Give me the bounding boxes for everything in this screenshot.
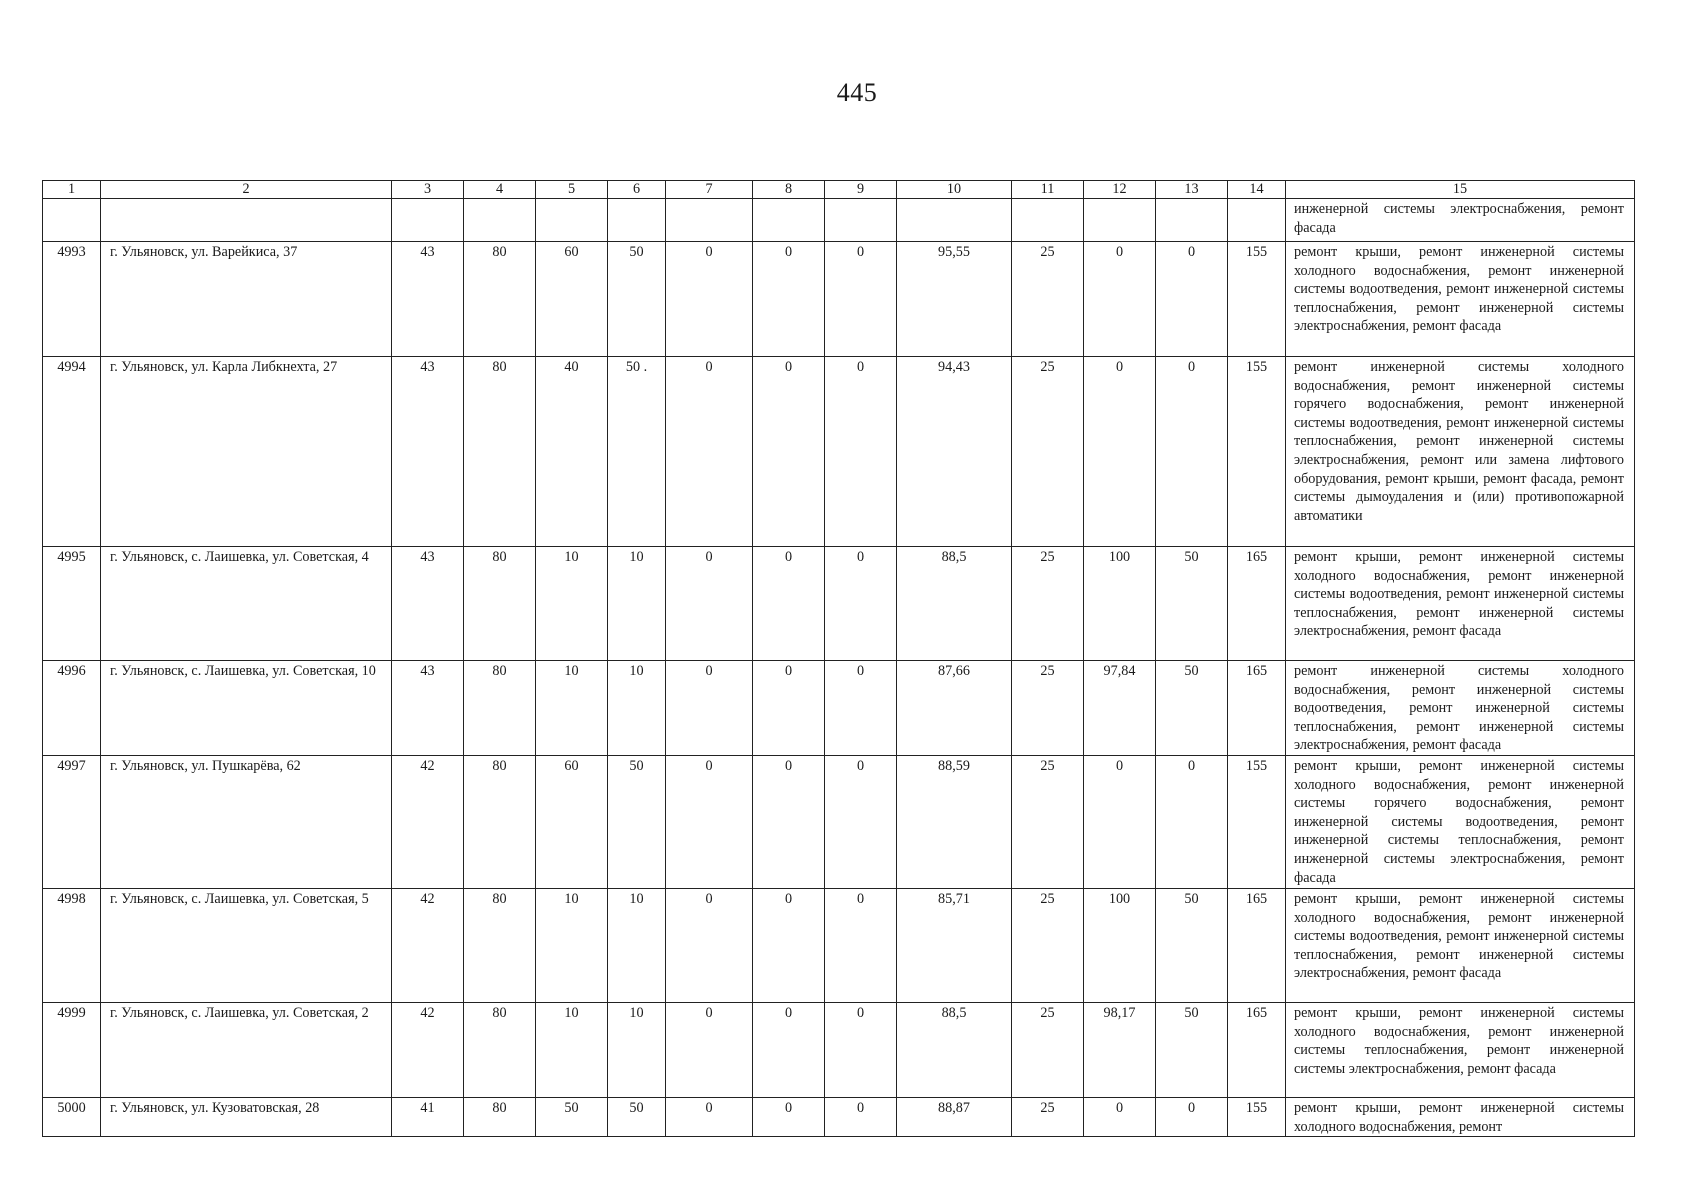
cell-col4: 80	[464, 661, 536, 756]
record-id: 4998	[43, 889, 101, 1003]
empty-cell	[608, 199, 666, 242]
cell-col4: 80	[464, 1098, 536, 1137]
empty-cell	[666, 199, 753, 242]
cell-col10: 87,66	[897, 661, 1012, 756]
work-list: ремонт инженерной системы холодного водоснабжения, ремонт инженерной системы водоотведения, ремонт инженерной системы теплоснабжения, ремонт инженерной системы электроснабжения, ремонт фасада	[1286, 661, 1635, 756]
cell-col6: 10	[608, 889, 666, 1003]
empty-cell	[1084, 199, 1156, 242]
cell-col11: 25	[1012, 1098, 1084, 1137]
cell-col3: 42	[392, 1003, 464, 1098]
cell-col12: 100	[1084, 889, 1156, 1003]
cell-col5: 60	[536, 242, 608, 357]
record-id: 4999	[43, 1003, 101, 1098]
column-number: 2	[101, 181, 392, 199]
cell-col10: 95,55	[897, 242, 1012, 357]
cell-col13: 0	[1156, 242, 1228, 357]
cell-col7: 0	[666, 357, 753, 547]
cell-col7: 0	[666, 547, 753, 661]
cell-col11: 25	[1012, 357, 1084, 547]
address: г. Ульяновск, с. Лаишевка, ул. Советская, 4	[101, 547, 392, 661]
cell-col4: 80	[464, 357, 536, 547]
address: г. Ульяновск, ул. Варейкиса, 37	[101, 242, 392, 357]
empty-cell	[1228, 199, 1286, 242]
table-row	[43, 1003, 1635, 1098]
continuation-row	[43, 199, 1635, 242]
empty-cell	[101, 199, 392, 242]
cell-col8: 0	[753, 1098, 825, 1137]
cell-col3: 41	[392, 1098, 464, 1137]
column-number: 9	[825, 181, 897, 199]
cell-col14: 165	[1228, 661, 1286, 756]
cell-col10: 88,5	[897, 547, 1012, 661]
column-number: 13	[1156, 181, 1228, 199]
empty-cell	[464, 199, 536, 242]
cell-col8: 0	[753, 756, 825, 889]
cell-col9: 0	[825, 242, 897, 357]
cell-col5: 10	[536, 889, 608, 1003]
empty-cell	[897, 199, 1012, 242]
cell-col6: 50	[608, 242, 666, 357]
table-row	[43, 889, 1635, 1003]
cell-col3: 43	[392, 357, 464, 547]
cell-col10: 85,71	[897, 889, 1012, 1003]
cell-col11: 25	[1012, 242, 1084, 357]
cell-col6: 10	[608, 547, 666, 661]
work-list: ремонт крыши, ремонт инженерной системы холодного водоснабжения, ремонт	[1286, 1098, 1635, 1137]
cell-col10: 88,87	[897, 1098, 1012, 1137]
record-id: 5000	[43, 1098, 101, 1137]
address: г. Ульяновск, ул. Карла Либкнехта, 27	[101, 357, 392, 547]
cell-col12: 0	[1084, 242, 1156, 357]
repair-register-table	[42, 180, 1635, 1137]
table-row	[43, 1098, 1635, 1137]
cell-col4: 80	[464, 756, 536, 889]
cell-col6: 10	[608, 661, 666, 756]
cell-col10: 88,5	[897, 1003, 1012, 1098]
work-list: ремонт крыши, ремонт инженерной системы холодного водоснабжения, ремонт инженерной системы теплоснабжения, ремонт инженерной системы электроснабжения, ремонт фасада	[1286, 1003, 1635, 1098]
record-id: 4997	[43, 756, 101, 889]
cell-col10: 94,43	[897, 357, 1012, 547]
cell-col5: 10	[536, 661, 608, 756]
column-number: 14	[1228, 181, 1286, 199]
cell-col11: 25	[1012, 756, 1084, 889]
cell-col12: 0	[1084, 756, 1156, 889]
table-row	[43, 242, 1635, 357]
cell-col9: 0	[825, 547, 897, 661]
cell-col12: 0	[1084, 1098, 1156, 1137]
work-list: ремонт крыши, ремонт инженерной системы холодного водоснабжения, ремонт инженерной системы водоотведения, ремонт инженерной системы теплоснабжения, ремонт инженерной системы электроснабжения, ремонт фасада	[1286, 889, 1635, 1003]
cell-col4: 80	[464, 1003, 536, 1098]
empty-cell	[753, 199, 825, 242]
cell-col9: 0	[825, 1098, 897, 1137]
cell-col6: 50 .	[608, 357, 666, 547]
cell-col6: 50	[608, 1098, 666, 1137]
table-row	[43, 661, 1635, 756]
column-number-row	[43, 181, 1635, 199]
cell-col12: 100	[1084, 547, 1156, 661]
column-number: 6	[608, 181, 666, 199]
record-id: 4993	[43, 242, 101, 357]
address: г. Ульяновск, с. Лаишевка, ул. Советская, 10	[101, 661, 392, 756]
cell-col14: 165	[1228, 889, 1286, 1003]
cell-col9: 0	[825, 1003, 897, 1098]
address: г. Ульяновск, с. Лаишевка, ул. Советская, 5	[101, 889, 392, 1003]
column-number: 15	[1286, 181, 1635, 199]
cell-col8: 0	[753, 547, 825, 661]
cell-col3: 43	[392, 547, 464, 661]
cell-col3: 42	[392, 756, 464, 889]
cell-col5: 60	[536, 756, 608, 889]
cell-col7: 0	[666, 661, 753, 756]
cell-col14: 155	[1228, 756, 1286, 889]
cell-col12: 97,84	[1084, 661, 1156, 756]
cell-col14: 155	[1228, 1098, 1286, 1137]
column-number: 11	[1012, 181, 1084, 199]
cell-col7: 0	[666, 242, 753, 357]
cell-col3: 42	[392, 889, 464, 1003]
cell-col8: 0	[753, 889, 825, 1003]
column-number: 5	[536, 181, 608, 199]
record-id: 4994	[43, 357, 101, 547]
empty-cell	[825, 199, 897, 242]
cell-col9: 0	[825, 889, 897, 1003]
address: г. Ульяновск, с. Лаишевка, ул. Советская, 2	[101, 1003, 392, 1098]
table-row	[43, 357, 1635, 547]
column-number: 4	[464, 181, 536, 199]
cell-col5: 10	[536, 547, 608, 661]
column-number: 7	[666, 181, 753, 199]
cell-col11: 25	[1012, 1003, 1084, 1098]
cell-col4: 80	[464, 547, 536, 661]
cell-col10: 88,59	[897, 756, 1012, 889]
cell-col11: 25	[1012, 889, 1084, 1003]
cell-col9: 0	[825, 661, 897, 756]
cell-col5: 10	[536, 1003, 608, 1098]
cell-col13: 0	[1156, 756, 1228, 889]
table-row	[43, 547, 1635, 661]
column-number: 10	[897, 181, 1012, 199]
cell-col8: 0	[753, 1003, 825, 1098]
cell-col13: 50	[1156, 1003, 1228, 1098]
cell-col7: 0	[666, 889, 753, 1003]
cell-col13: 0	[1156, 1098, 1228, 1137]
cell-col6: 50	[608, 756, 666, 889]
cell-col3: 43	[392, 242, 464, 357]
cell-col14: 155	[1228, 357, 1286, 547]
cell-col14: 155	[1228, 242, 1286, 357]
cell-col7: 0	[666, 1003, 753, 1098]
cell-col5: 50	[536, 1098, 608, 1137]
work-list: ремонт крыши, ремонт инженерной системы холодного водоснабжения, ремонт инженерной системы горячего водоснабжения, ремонт инженерной системы водоотведения, ремонт инженерной системы теплоснабжения, ремонт инженерной системы электроснабжения, ремонт фасада	[1286, 756, 1635, 889]
empty-cell	[392, 199, 464, 242]
cell-col7: 0	[666, 1098, 753, 1137]
empty-cell	[1156, 199, 1228, 242]
work-list: инженерной системы электроснабжения, ремонт фасада	[1286, 199, 1635, 242]
cell-col11: 25	[1012, 547, 1084, 661]
cell-col14: 165	[1228, 547, 1286, 661]
empty-cell	[43, 199, 101, 242]
cell-col9: 0	[825, 756, 897, 889]
table-row	[43, 756, 1635, 889]
cell-col8: 0	[753, 661, 825, 756]
work-list: ремонт крыши, ремонт инженерной системы холодного водоснабжения, ремонт инженерной системы водоотведения, ремонт инженерной системы теплоснабжения, ремонт инженерной системы электроснабжения, ремонт фасада	[1286, 242, 1635, 357]
empty-cell	[536, 199, 608, 242]
cell-col11: 25	[1012, 661, 1084, 756]
column-number: 8	[753, 181, 825, 199]
address: г. Ульяновск, ул. Кузоватовская, 28	[101, 1098, 392, 1137]
page-number: 445	[836, 78, 878, 107]
record-id: 4995	[43, 547, 101, 661]
cell-col14: 165	[1228, 1003, 1286, 1098]
cell-col9: 0	[825, 357, 897, 547]
cell-col4: 80	[464, 889, 536, 1003]
column-number: 1	[43, 181, 101, 199]
column-number: 12	[1084, 181, 1156, 199]
cell-col12: 98,17	[1084, 1003, 1156, 1098]
cell-col13: 50	[1156, 889, 1228, 1003]
work-list: ремонт крыши, ремонт инженерной системы холодного водоснабжения, ремонт инженерной системы водоотведения, ремонт инженерной системы теплоснабжения, ремонт инженерной системы электроснабжения, ремонт фасада	[1286, 547, 1635, 661]
cell-col5: 40	[536, 357, 608, 547]
record-id: 4996	[43, 661, 101, 756]
column-number: 3	[392, 181, 464, 199]
work-list: ремонт инженерной системы холодного водоснабжения, ремонт инженерной системы горячего водоснабжения, ремонт инженерной системы водоотведения, ремонт инженерной системы теплоснабжения, ремонт инженерной системы электроснабжения, ремонт или замена лифтового оборудования, ремонт крыши, ремонт фасада, ремонт системы дымоудаления и (или) противопожарной автоматики	[1286, 357, 1635, 547]
cell-col13: 50	[1156, 661, 1228, 756]
cell-col6: 10	[608, 1003, 666, 1098]
cell-col13: 50	[1156, 547, 1228, 661]
cell-col3: 43	[392, 661, 464, 756]
empty-cell	[1012, 199, 1084, 242]
address: г. Ульяновск, ул. Пушкарёва, 62	[101, 756, 392, 889]
cell-col12: 0	[1084, 357, 1156, 547]
cell-col13: 0	[1156, 357, 1228, 547]
cell-col7: 0	[666, 756, 753, 889]
cell-col8: 0	[753, 357, 825, 547]
cell-col4: 80	[464, 242, 536, 357]
cell-col8: 0	[753, 242, 825, 357]
